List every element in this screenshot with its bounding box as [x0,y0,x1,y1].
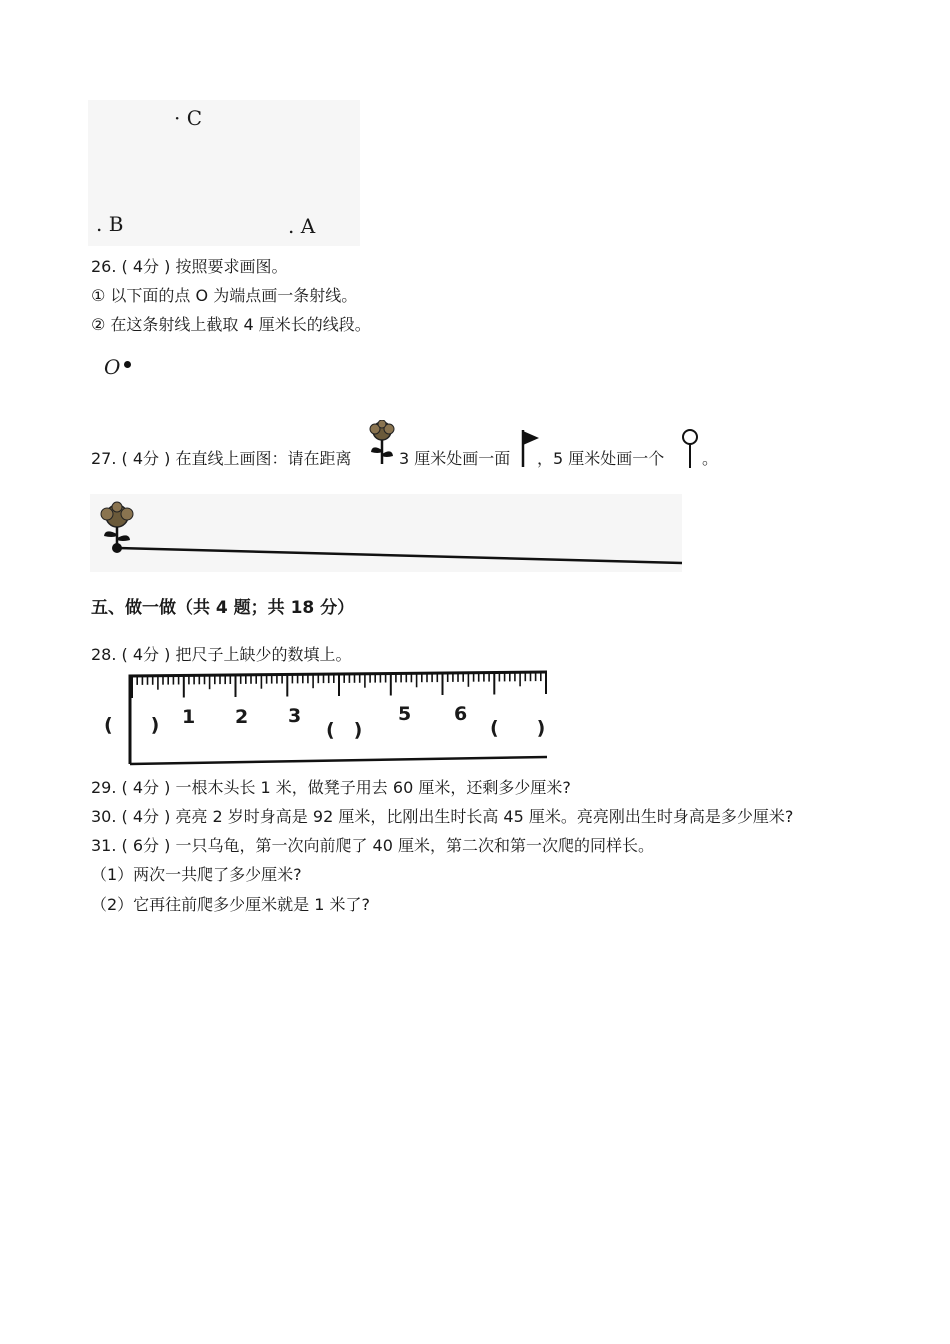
ruler-label-3: 3 [288,705,302,727]
line-with-flower [90,494,684,574]
ruler-label-6: 6 [454,703,468,725]
pin-icon [678,428,702,470]
point-c-label: · C [174,106,203,130]
ruler-label-2: 2 [235,706,249,728]
ruler-blank-middle: ( ) [326,719,363,741]
ruler-ticks [132,672,546,698]
ruler-blank-left: ( ) [104,714,160,736]
q26-step2: ② 在这条射线上截取 4 厘米长的线段。 [91,315,371,334]
ruler-blank-right: ( ) [490,717,546,739]
points-figure [88,100,360,246]
point-a-label: . A [288,214,316,238]
ruler-label-5: 5 [398,703,412,725]
flower-icon [366,420,398,468]
q31-text: 31. ( 6分 ) 一只乌龟，第一次向前爬了 40 厘米，第二次和第一次爬的同样长。 [91,836,654,855]
ruler [92,668,552,768]
q26-title: 26. ( 4分 ) 按照要求画图。 [91,257,288,276]
q26-step1: ① 以下面的点 O 为端点画一条射线。 [91,286,358,305]
q28-title: 28. ( 4分 ) 把尺子上缺少的数填上。 [91,645,352,664]
q30-text: 30. ( 4分 ) 亮亮 2 岁时身高是 92 厘米，比刚出生时长高 45 厘米。亮亮刚出生时身高是多少厘米? [91,807,794,826]
q27-part2: 3 厘米处画一面 [399,449,511,468]
point-b-label: . B [96,212,124,236]
section-5-heading: 五、做一做（共 4 题；共 18 分） [91,598,355,618]
q27-part1: 27. ( 4分 ) 在直线上画图：请在距离 [91,449,352,468]
point-o-label: O [104,355,121,379]
line-flower-icon [101,502,133,546]
q31-sub2: （2）它再往前爬多少厘米就是 1 米了? [91,895,371,914]
ruler-figure [92,668,552,768]
point-o-dot [124,361,131,368]
q29-text: 29. ( 4分 ) 一根木头长 1 米，做凳子用去 60 厘米，还剩多少厘米? [91,778,571,797]
ruler-bottom-edge [130,757,547,764]
q31-sub1: （1）两次一共爬了多少厘米? [91,865,302,884]
q27-part3: ，5 厘米处画一个 [537,449,665,468]
straight-line [117,548,682,563]
ruler-label-1: 1 [182,706,196,728]
point-o [104,355,144,379]
q27-part4: 。 [702,449,719,468]
